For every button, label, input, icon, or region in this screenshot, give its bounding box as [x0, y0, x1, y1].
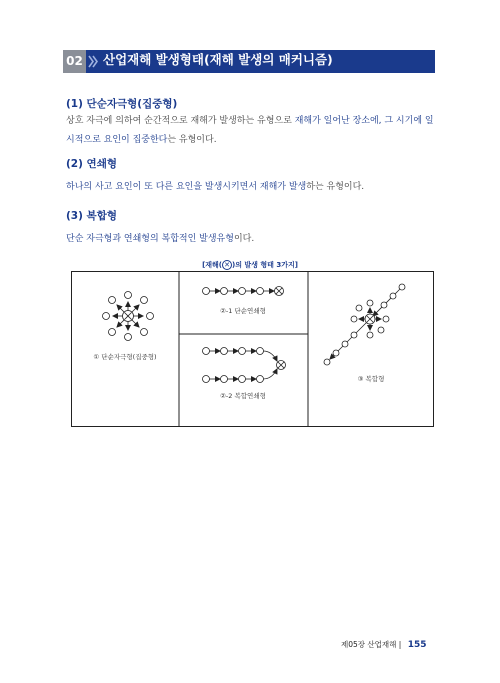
label-simple-stimulus: ① 단순자극형(집중형): [93, 353, 157, 361]
footer-chapter: 제05장 산업재해: [341, 640, 397, 649]
heading-complex: (3) 복합형: [66, 210, 117, 222]
section-title: 산업재해 발생형태(재해 발생의 매커니즘): [103, 52, 333, 67]
paragraph-simple-stimulus: 상호 자극에 의하여 순간적으로 재해가 발생하는 유형으로 재해가 일어난 장소에, 그 시기에 일 시적으로 요인이 집중한다는 유형이다.: [66, 116, 434, 145]
chevron-right-icon: [88, 55, 99, 68]
label-complex: ③ 복합형: [357, 375, 385, 383]
section-number: 02: [63, 50, 86, 73]
footer-separator: |: [398, 640, 402, 649]
label-simple-chain: ②-1 단순연쇄형: [220, 307, 266, 315]
paragraph-chain: 하나의 사고 요인이 또 다른 요인을 발생시키면서 재해가 발생하는 유형이다.: [66, 182, 365, 192]
heading-simple-stimulus: (1) 단순자극형(집중형): [66, 98, 178, 110]
paragraph-complex: 단순 자극형과 연쇄형의 복합적인 발생유형이다.: [66, 234, 255, 244]
accident-cross-icon: ✕: [222, 260, 232, 270]
heading-chain: (2) 연쇄형: [66, 158, 117, 170]
page-number: 155: [407, 640, 427, 650]
label-compound-chain: ②-2 복합연쇄형: [220, 392, 266, 400]
accident-type-diagram: [71, 271, 434, 427]
page-footer: [341, 639, 427, 650]
figure-caption: [재해( ✕ )의 발생 형태 3가지]: [202, 261, 298, 269]
section-header: [63, 50, 435, 73]
